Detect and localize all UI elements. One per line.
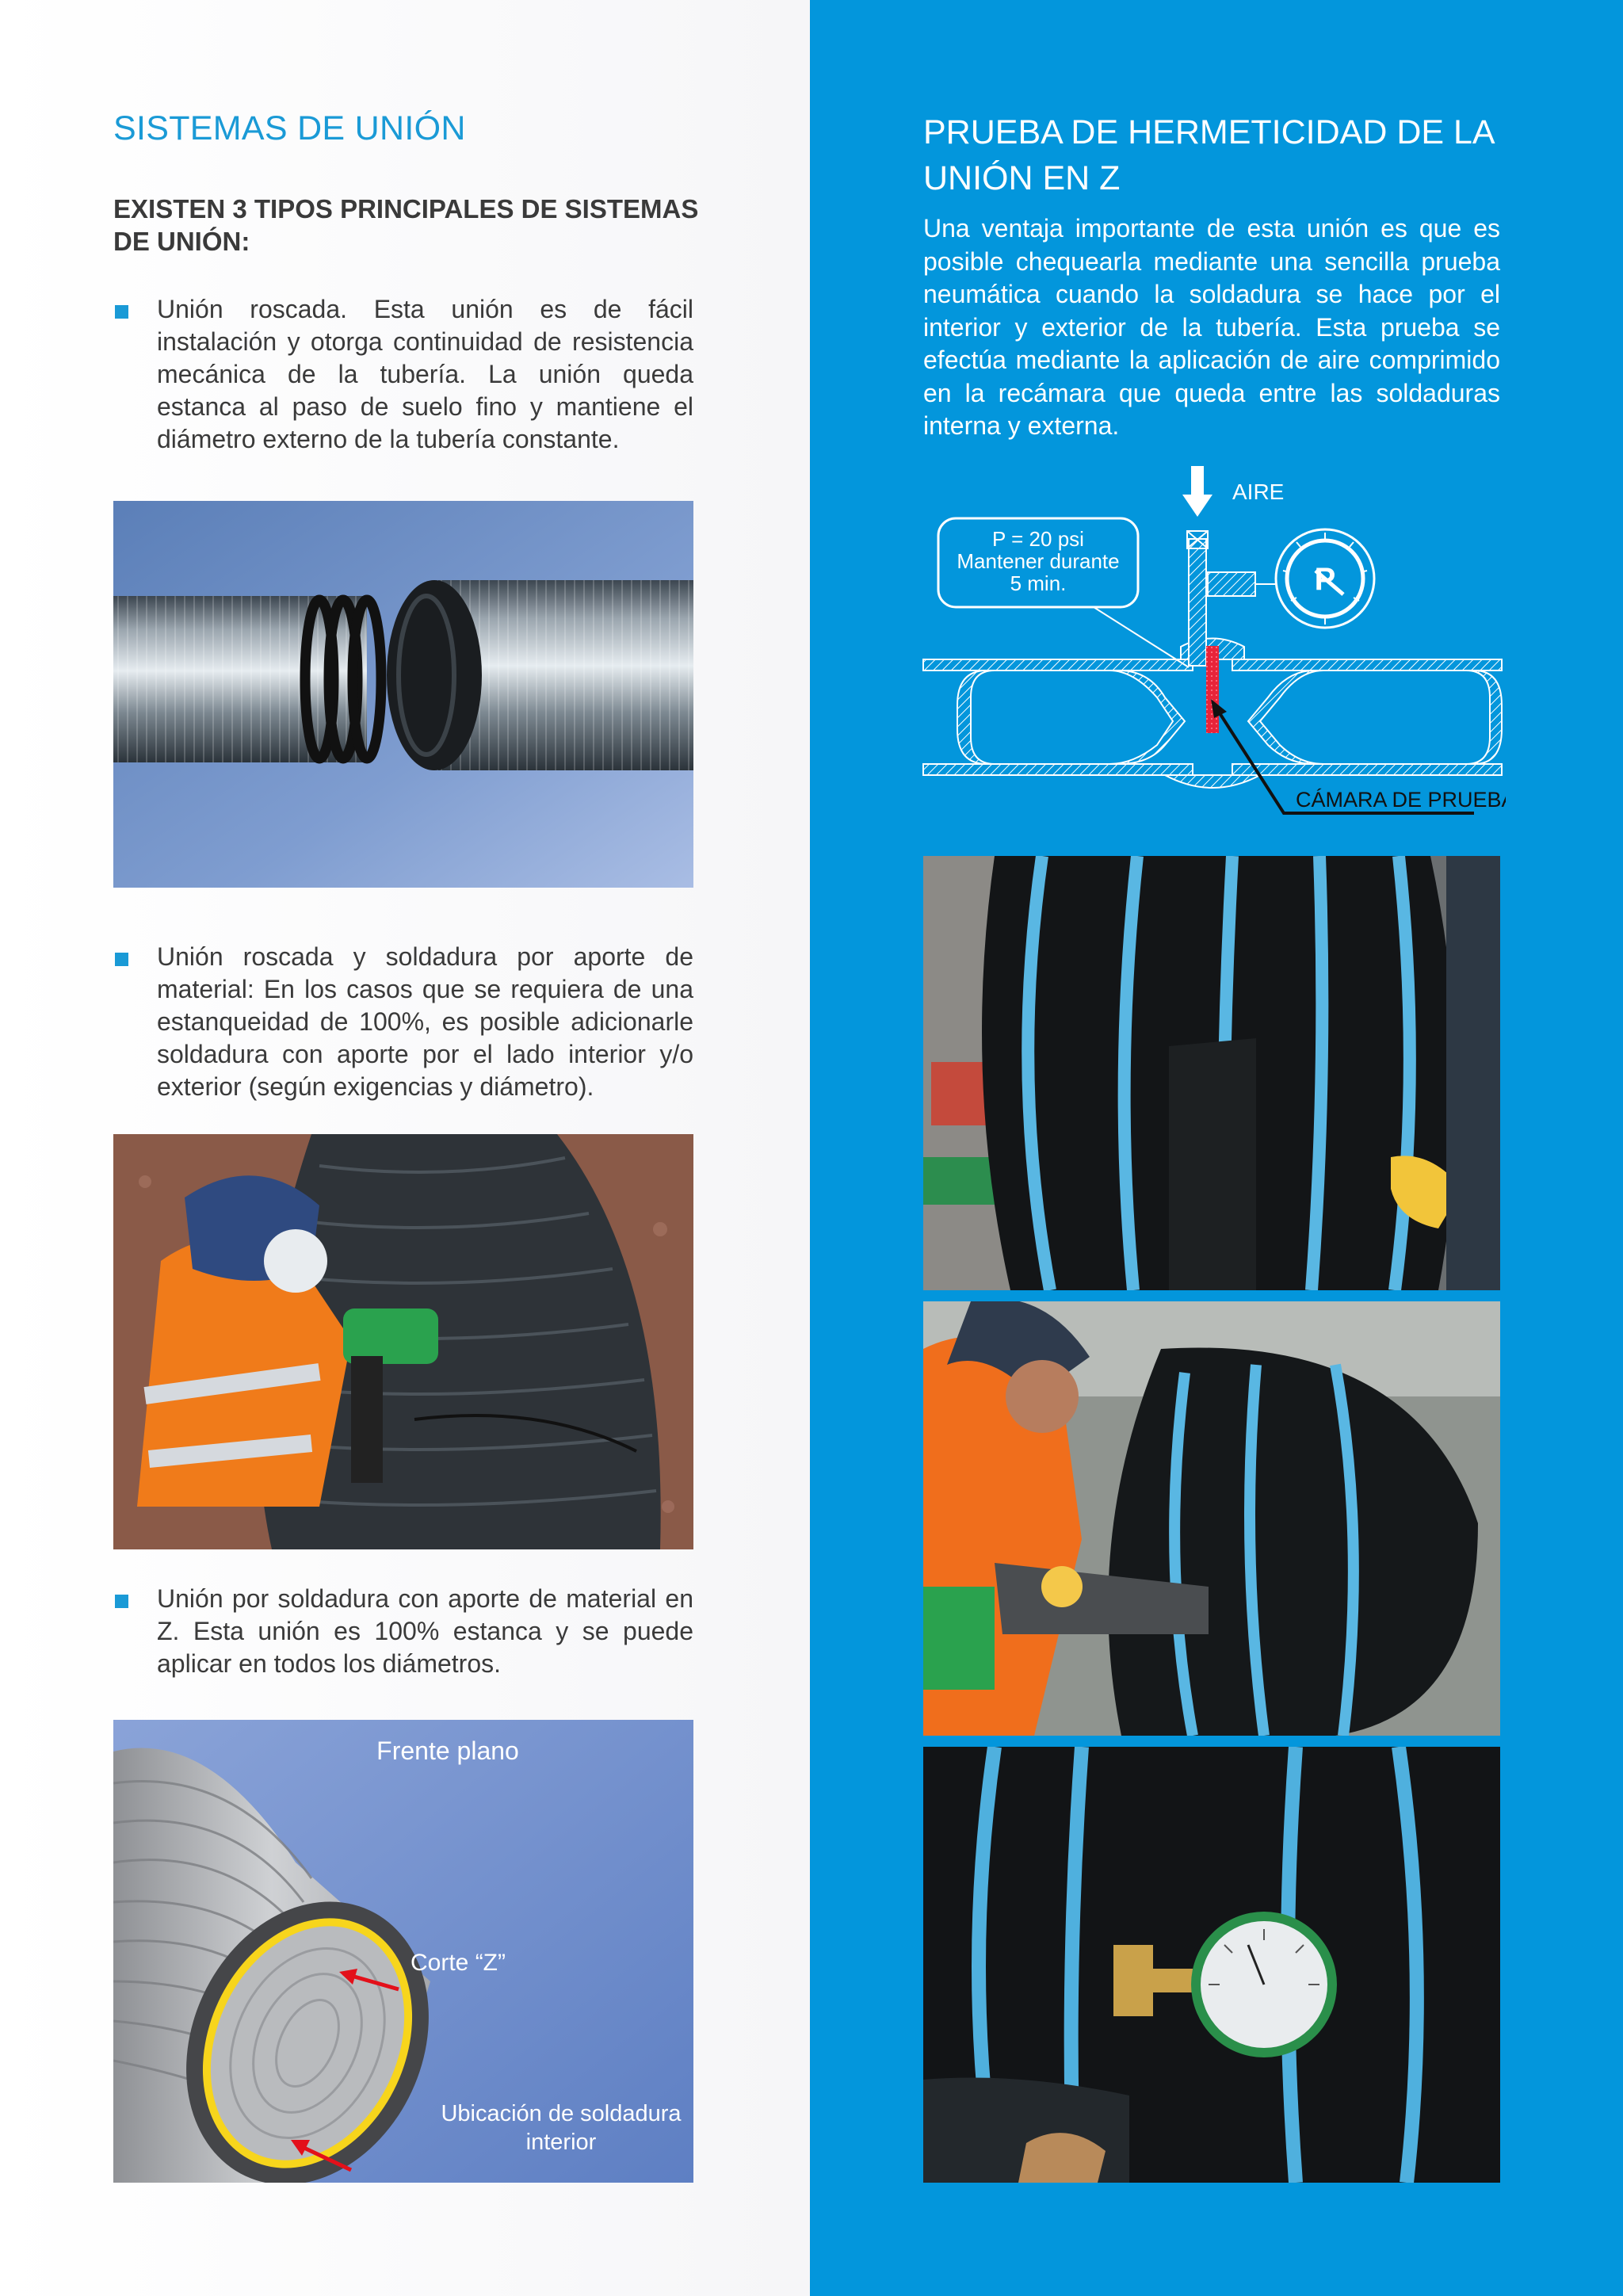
bullet-text-2: Unión roscada y soldadura por aporte de material: En los casos que se requiera de una estanqueidad de 100%, es posible adicionarle soldadura con aporte por el lado interior y/o exterior (según exigencias y diámetro).: [157, 942, 693, 1101]
gauge-letter: P: [1314, 562, 1336, 597]
section-subtitle: EXISTEN 3 TIPOS PRINCIPALES DE SISTEMAS DE UNIÓN:: [113, 194, 699, 256]
label-frente-plano: Frente plano: [376, 1736, 519, 1765]
pipe-joint-photo-2: [923, 1301, 1500, 1736]
pressure-line-2: Mantener durante: [957, 549, 1120, 573]
z-cut-illustration: [113, 1720, 693, 2183]
welding-worker-photo: [113, 1134, 693, 1549]
pressure-callout: [938, 518, 1189, 667]
air-label: AIRE: [1232, 479, 1285, 504]
pipe-joint-photo-1: [923, 856, 1500, 1290]
right-section-title: PRUEBA DE HERMETICIDAD DE LA UNIÓN EN Z: [923, 113, 1494, 197]
label-corte-z: Corte “Z”: [411, 1950, 506, 1976]
gauge-test-photo: [923, 1747, 1500, 2183]
right-paragraph: Una ventaja importante de esta unión es que es posible chequearla mediante una sencilla prueba neumática cuando la soldadura se hace por el interior y exterior de la tubería. Esta prueba se efectúa mediante la aplicación de aire comprimido en la recámara que queda entre las soldaduras interna y externa.: [923, 214, 1500, 440]
pressure-line-1: P = 20 psi: [992, 527, 1084, 551]
bullet-square-icon: [115, 1595, 128, 1608]
bullet-item-2: [113, 941, 693, 1103]
pressure-test-diagram: [919, 460, 1506, 824]
bullet-square-icon: [115, 953, 128, 966]
chamber-label: CÁMARA DE PRUEBA: [1296, 788, 1506, 812]
pressure-gauge-icon: [1276, 529, 1374, 628]
bullet-text-3: Unión por soldadura con aporte de material en Z. Esta unión es 100% estanca y se puede aplicar en todos los diámetros.: [157, 1584, 693, 1678]
bullet-item-3: [113, 1583, 693, 1680]
section-title: SISTEMAS DE UNIÓN: [113, 109, 466, 147]
threaded-joint-photo: [113, 501, 693, 888]
label-ubicacion-soldadura: Ubicación de soldadura: [441, 2101, 682, 2126]
air-arrow-icon: [1182, 466, 1212, 517]
pressure-line-3: 5 min.: [1010, 571, 1067, 595]
label-interior: interior: [525, 2130, 597, 2155]
bullet-item-1: [113, 293, 693, 456]
bullet-text-1: Unión roscada. Esta unión es de fácil instalación y otorga continuidad de resistencia mecánica de la tubería. La unión queda estanca al paso de suelo fino y mantiene el diámetro externo de la tubería constante.: [157, 295, 693, 453]
bullet-square-icon: [115, 305, 128, 319]
